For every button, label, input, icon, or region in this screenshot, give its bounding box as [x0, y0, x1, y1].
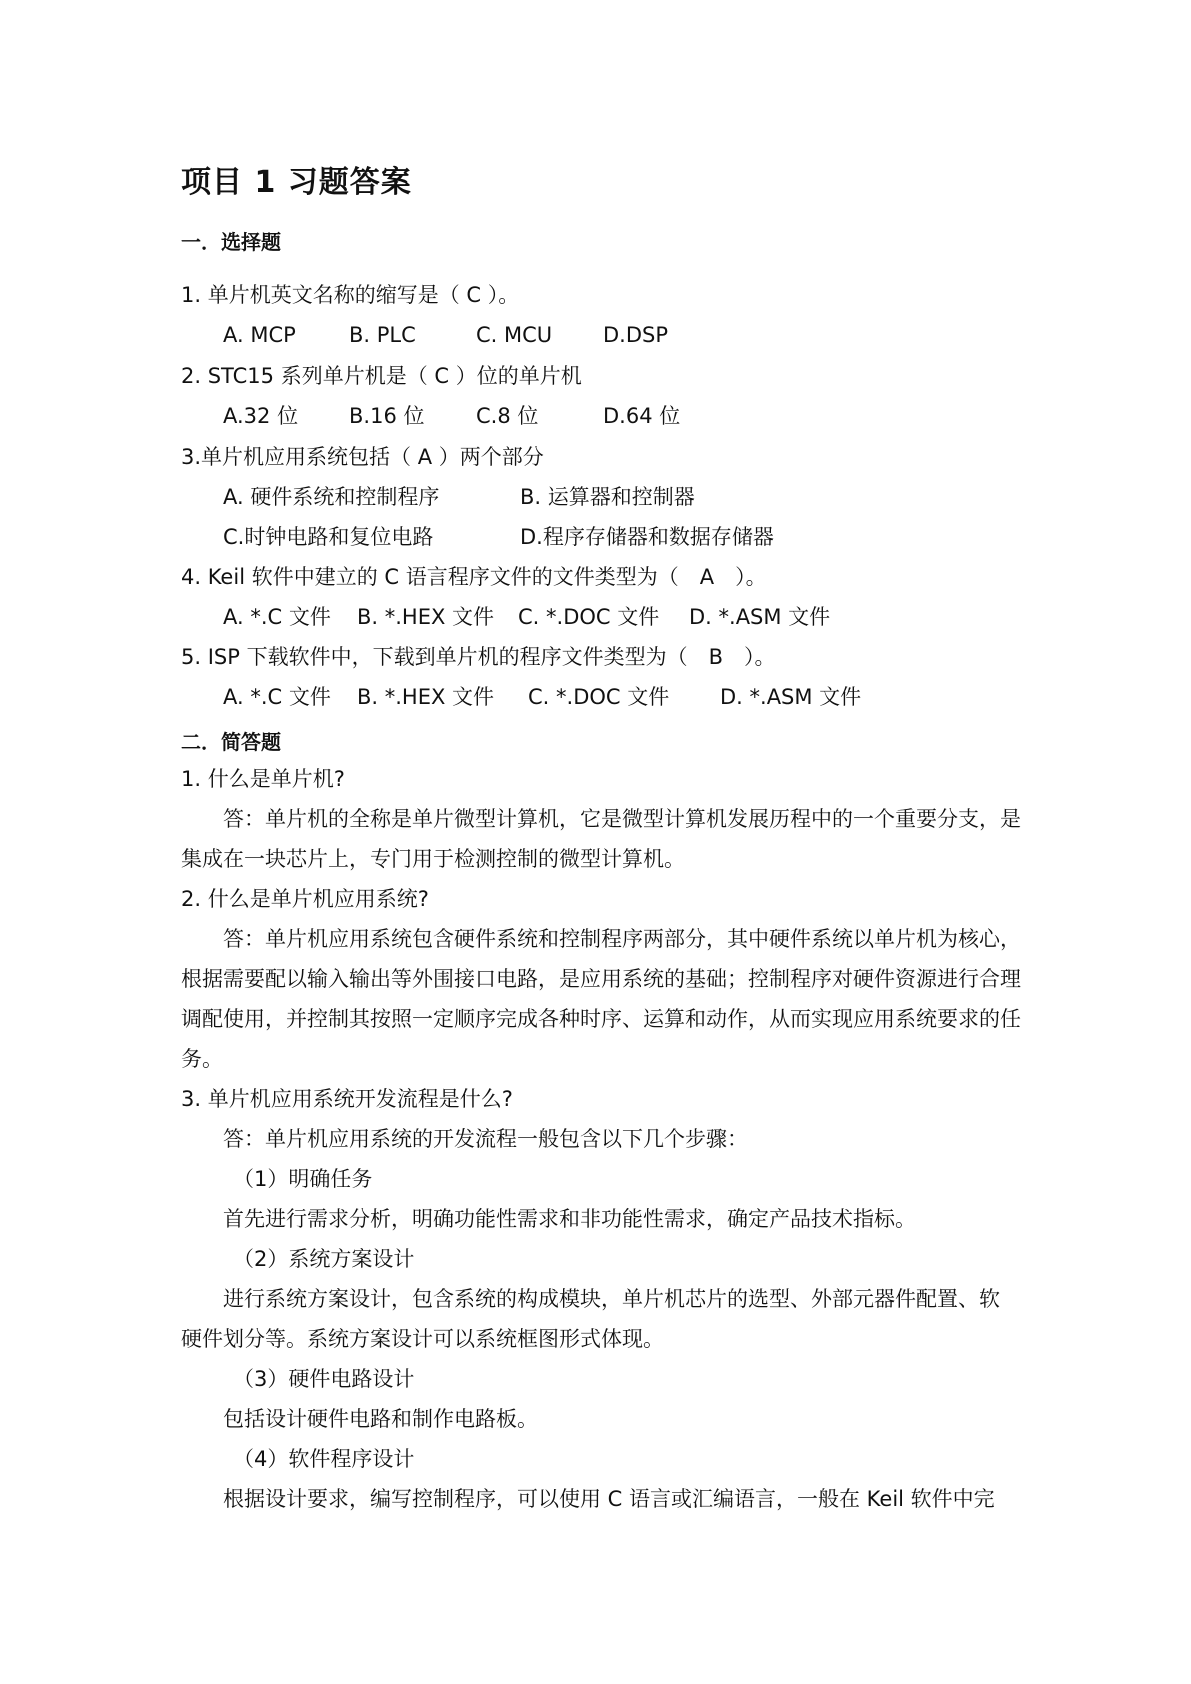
question-1-options	[223, 321, 923, 349]
option-b: B. PLC	[349, 323, 416, 347]
option-c: C. *.DOC 文件	[518, 605, 660, 629]
sa-answer-3-intro: 答：单片机应用系统的开发流程一般包含以下几个步骤：	[223, 1127, 748, 1151]
option-a: A. *.C 文件	[223, 685, 331, 709]
step-3-title: （3）硬件电路设计	[233, 1367, 415, 1391]
step-1-text: 首先进行需求分析，明确功能性需求和非功能性需求，确定产品技术指标。	[223, 1207, 916, 1231]
option-c: C. MCU	[476, 323, 553, 347]
sa-answer-2-line1: 答：单片机应用系统包含硬件系统和控制程序两部分，其中硬件系统以单片机为核心，	[223, 927, 1021, 951]
step-2-title: （2）系统方案设计	[233, 1247, 415, 1271]
option-d: D.程序存储器和数据存储器	[520, 525, 774, 549]
sa-question-2: 2. 什么是单片机应用系统?	[181, 887, 429, 911]
option-d: D.64 位	[603, 404, 681, 428]
sa-answer-2-line4: 务。	[181, 1047, 223, 1071]
question-3-stem: 3.单片机应用系统包括（ A ）两个部分	[181, 445, 544, 469]
step-1-title: （1）明确任务	[233, 1167, 373, 1191]
question-5-stem: 5. ISP 下载软件中，下载到单片机的程序文件类型为（ B ）。	[181, 645, 776, 669]
page-title: 项目 1 习题答案	[181, 165, 412, 200]
sa-answer-1-line2: 集成在一块芯片上，专门用于检测控制的微型计算机。	[181, 847, 685, 871]
question-5-options	[223, 683, 943, 711]
question-3-options-row2	[223, 523, 923, 551]
option-c: C.时钟电路和复位电路	[223, 525, 434, 549]
option-a: A.32 位	[223, 404, 299, 428]
question-1-stem: 1. 单片机英文名称的缩写是（ C ）。	[181, 283, 520, 307]
question-2-stem: 2. STC15 系列单片机是（ C ）位的单片机	[181, 364, 582, 388]
option-d: D. *.ASM 文件	[689, 605, 831, 629]
option-b: B.16 位	[349, 404, 425, 428]
option-a: A. *.C 文件	[223, 605, 331, 629]
option-d: D.DSP	[603, 323, 669, 347]
option-b: B. *.HEX 文件	[357, 605, 495, 629]
question-3-options-row1	[223, 483, 923, 511]
step-2-text-line2: 硬件划分等。系统方案设计可以系统框图形式体现。	[181, 1327, 664, 1351]
question-2-options	[223, 402, 923, 430]
option-c: C. *.DOC 文件	[528, 685, 670, 709]
sa-question-1: 1. 什么是单片机?	[181, 767, 345, 791]
section-heading-short-answer: 二．简答题	[181, 730, 281, 754]
step-4-title: （4）软件程序设计	[233, 1447, 415, 1471]
sa-answer-2-line2: 根据需要配以输入输出等外围接口电路，是应用系统的基础；控制程序对硬件资源进行合理	[181, 967, 1021, 991]
option-b: B. *.HEX 文件	[357, 685, 495, 709]
option-b: B. 运算器和控制器	[520, 485, 695, 509]
option-c: C.8 位	[476, 404, 539, 428]
option-a: A. 硬件系统和控制程序	[223, 485, 440, 509]
option-a: A. MCP	[223, 323, 296, 347]
section-heading-choice: 一．选择题	[181, 230, 281, 254]
sa-answer-1-line1: 答：单片机的全称是单片微型计算机，它是微型计算机发展历程中的一个重要分支，是	[223, 807, 1021, 831]
step-3-text: 包括设计硬件电路和制作电路板。	[223, 1407, 538, 1431]
sa-question-3: 3. 单片机应用系统开发流程是什么?	[181, 1087, 513, 1111]
step-2-text-line1: 进行系统方案设计，包含系统的构成模块，单片机芯片的选型、外部元器件配置、软	[223, 1287, 1000, 1311]
question-4-stem: 4. Keil 软件中建立的 C 语言程序文件的文件类型为（ A ）。	[181, 565, 767, 589]
sa-answer-2-line3: 调配使用，并控制其按照一定顺序完成各种时序、运算和动作，从而实现应用系统要求的任	[181, 1007, 1021, 1031]
question-4-options	[223, 603, 923, 631]
option-d: D. *.ASM 文件	[720, 685, 862, 709]
step-4-text: 根据设计要求，编写控制程序，可以使用 C 语言或汇编语言，一般在 Keil 软件中完	[223, 1487, 995, 1511]
